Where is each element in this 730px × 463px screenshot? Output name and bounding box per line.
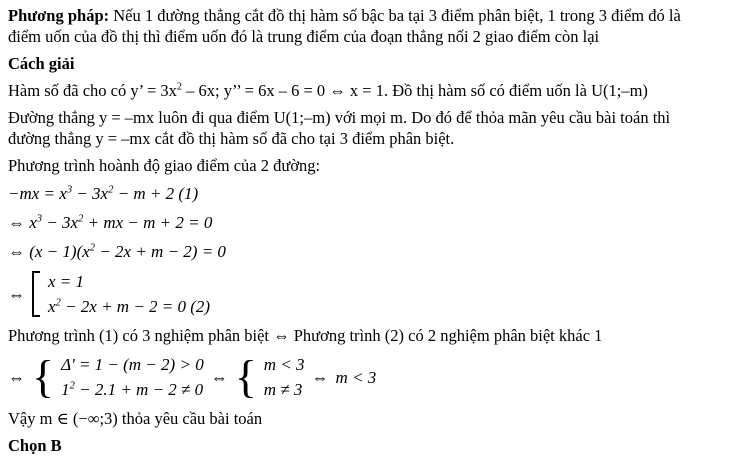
system2-row-2: m ≠ 3: [263, 380, 303, 399]
equation-cases: [8, 269, 712, 319]
conclusion-paragraph: Vậy m ∈ (−∞;3) thỏa yêu cầu bài toán: [8, 409, 263, 428]
distinct-roots-paragraph: Phương trình (1) có 3 nghiệm phân biệt ⇔ Phương trình (2) có 2 nghiệm phân biệt khác 1: [8, 326, 603, 345]
intersection-equation-intro: Phương trình hoành độ giao điểm của 2 đường:: [8, 156, 321, 175]
equation-3: ⇔ $(x - 1)(x^2 - 2x + m - 2) = 0$: [8, 242, 226, 261]
equivalence-arrow: ⇔: [8, 367, 25, 387]
case-row-1: x = 1: [48, 272, 85, 291]
system-equivalence-line: [8, 352, 712, 402]
line-through-inflection-paragraph: Đường thẳng y = –mx luôn đi qua điểm U(1;–m) với mọi m. Do đó để thỏa mãn yêu cầu bài toán thì đường thẳng y = –mx cắt đồ thị hàm số đã cho tại 3 điểm phân biệt.: [8, 108, 671, 148]
method-paragraph: Phương pháp: Nếu 1 đường thẳng cắt đồ thị hàm số bậc ba tại 3 điểm phân biệt, 1 trong 3 điểm đó là điểm uốn của đồ thị thì điểm uốn đó là trung điểm của đoạn thẳng nối 2 giao điểm còn lại: [8, 6, 681, 46]
system2-row-1: m < 3: [263, 355, 305, 374]
system-stack-1: [61, 352, 204, 402]
curly-brace: {: [32, 351, 55, 402]
equivalence-arrow: ⇔: [210, 367, 228, 387]
system1-row-2: $1^2 - 2.1 + m - 2 \ne 0$: [61, 380, 204, 399]
answer-choice: Chọn B: [8, 436, 62, 455]
equivalence-arrow: ⇔: [8, 284, 25, 304]
equation-1: $-mx = x^3 - 3x^2 - m + 2$ (1): [8, 184, 199, 203]
cases-stack: [48, 269, 210, 319]
system-stack-2: [264, 352, 305, 402]
system1-row-1: Δ' = 1 − (m − 2) > 0: [61, 355, 204, 374]
equation-2: ⇔ $x^3 - 3x^2$ + mx − m + 2 = 0: [8, 213, 213, 232]
curly-brace: {: [234, 351, 257, 402]
square-bracket: [32, 271, 40, 317]
equivalence-arrow: ⇔: [311, 367, 329, 387]
solution-heading: Cách giải: [8, 54, 75, 73]
derivative-inflection-line: Hàm số đã cho có y’ = $3x^2 - 6x$; y’’ = 6x – 6 = 0 ⇔ x = 1. Đồ thị hàm số có điểm uốn là U(1;–m): [8, 81, 648, 100]
system-result: m < 3: [335, 367, 377, 387]
case-row-2: $x^2 - 2x + m - 2 = 0$ (2): [48, 297, 211, 316]
